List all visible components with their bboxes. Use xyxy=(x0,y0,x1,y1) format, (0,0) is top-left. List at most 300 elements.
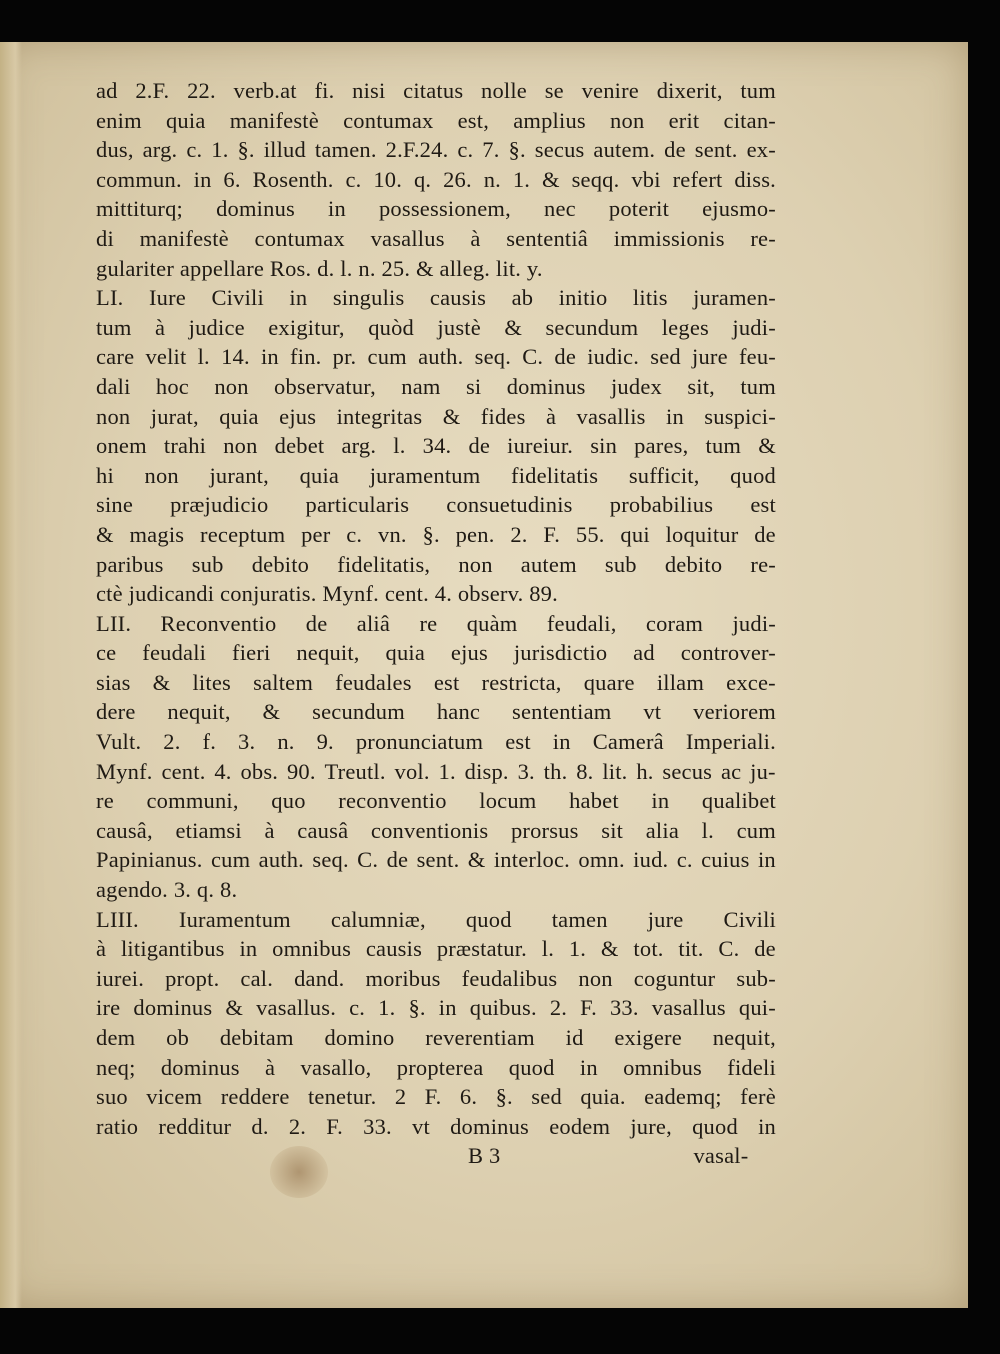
word: suo xyxy=(96,1084,128,1110)
word: juramen- xyxy=(693,285,776,311)
word: id xyxy=(565,1025,584,1050)
word: enim xyxy=(96,107,142,133)
text-line xyxy=(96,461,776,491)
word: Rosenth. xyxy=(252,166,334,192)
text-line xyxy=(96,1082,776,1112)
word: C. xyxy=(357,847,379,873)
word: sub xyxy=(191,551,224,577)
word: citan- xyxy=(723,107,776,133)
word: debito xyxy=(251,551,310,577)
word: C. xyxy=(522,344,544,370)
word: seq. xyxy=(312,847,349,873)
word: nam xyxy=(401,373,441,399)
word: in xyxy=(651,788,670,814)
word: ac xyxy=(720,758,742,784)
word: 9. xyxy=(316,729,334,755)
word: jure xyxy=(692,344,728,370)
word: juramentum xyxy=(369,462,481,488)
word: & xyxy=(504,314,523,340)
text-line xyxy=(96,402,776,432)
word: quia xyxy=(385,640,426,666)
word: moribus xyxy=(365,965,441,991)
word: & xyxy=(542,166,560,192)
word: cent. xyxy=(161,758,206,784)
word: Iuramentum xyxy=(178,906,291,932)
word: iudic. xyxy=(587,344,640,370)
word: vasallus xyxy=(651,995,726,1021)
word: vasallo, xyxy=(300,1054,372,1080)
word: tamen. xyxy=(314,137,377,163)
word: mittiturq; xyxy=(96,196,184,222)
word: exigitur, xyxy=(268,314,345,340)
word: ob xyxy=(166,1025,190,1050)
word: & xyxy=(96,521,114,547)
word: 10. xyxy=(373,166,403,192)
word: Treutl. xyxy=(324,758,386,784)
word: 2. xyxy=(510,521,528,547)
word: omn. xyxy=(578,847,625,873)
word: c. xyxy=(349,995,366,1021)
word: debitam xyxy=(219,1025,294,1050)
word: §. xyxy=(422,521,440,547)
word: de xyxy=(754,521,776,547)
word: in xyxy=(438,995,457,1021)
word: secundum xyxy=(545,314,639,340)
word: 1. xyxy=(378,995,396,1021)
word: & xyxy=(225,995,244,1021)
word: quàm xyxy=(466,610,518,636)
word: cum xyxy=(210,847,251,873)
word: ejus xyxy=(450,640,488,666)
word: contumax xyxy=(254,225,345,251)
word: nequit, xyxy=(712,1025,776,1050)
page-binding-edge xyxy=(0,42,22,1308)
word: 2 xyxy=(394,1084,407,1110)
word: illam xyxy=(656,669,705,695)
text-line xyxy=(96,993,776,1023)
word: quia. xyxy=(580,1084,626,1110)
word: restricta, xyxy=(481,669,562,695)
word: sit, xyxy=(687,373,716,399)
text-line xyxy=(96,342,776,372)
word: non xyxy=(610,107,645,133)
word: re xyxy=(419,610,438,636)
word: dominus xyxy=(133,995,213,1021)
word: in xyxy=(260,344,279,370)
paragraph-start-52 xyxy=(96,609,776,639)
word: n. xyxy=(277,729,295,755)
word: tum xyxy=(740,78,776,103)
word: disp. xyxy=(464,758,509,784)
word: quòd xyxy=(368,314,414,340)
word: eademq; xyxy=(644,1084,722,1110)
word: & xyxy=(758,433,776,459)
word: jurisdictio xyxy=(513,640,608,666)
word: controver- xyxy=(680,640,776,666)
word: 1. xyxy=(512,166,531,192)
word: fideli xyxy=(727,1054,776,1080)
word: 90. xyxy=(286,758,316,784)
word: ex- xyxy=(746,137,776,163)
text-line: ctè judicandi conjuratis. Mynf. cent. 4. observ. 89. xyxy=(96,581,558,607)
word: auth. xyxy=(418,344,464,370)
word: ire xyxy=(96,995,121,1021)
word: non xyxy=(144,462,179,488)
word: tum xyxy=(740,373,776,399)
word: est xyxy=(750,492,776,518)
word: propterea xyxy=(396,1054,484,1080)
word: 1. xyxy=(438,758,456,784)
word: iureiur. xyxy=(507,433,574,459)
text-line xyxy=(96,845,776,875)
word: jure, xyxy=(630,1113,672,1139)
text-line xyxy=(96,757,776,787)
word: 8. xyxy=(576,758,594,784)
word: quod xyxy=(730,462,776,488)
word: tamen xyxy=(551,906,608,932)
word: feudalibus xyxy=(461,965,558,991)
word: venire xyxy=(581,78,639,103)
word: causâ xyxy=(297,817,349,843)
word: diss. xyxy=(734,166,776,192)
word: ratio xyxy=(96,1113,139,1139)
word: Vult. xyxy=(96,729,142,755)
word: ad xyxy=(96,78,118,103)
word: receptum xyxy=(200,521,286,547)
text-line xyxy=(96,1112,776,1142)
word: 3. xyxy=(238,729,256,755)
word: præstatur. xyxy=(436,936,527,962)
word: qui- xyxy=(738,995,776,1021)
word: Civili xyxy=(211,285,264,311)
word: non xyxy=(214,373,249,399)
word: Imperiali. xyxy=(685,729,776,755)
word: nolle xyxy=(481,78,527,103)
word: de xyxy=(754,936,776,962)
word: in xyxy=(579,1054,598,1080)
word: §. xyxy=(508,137,526,163)
word: est xyxy=(433,669,460,695)
word: 3. xyxy=(517,758,535,784)
body-text xyxy=(96,76,776,1171)
catchword: vasal- xyxy=(693,1143,749,1169)
text-line xyxy=(96,313,776,343)
word: fi. xyxy=(314,78,335,103)
word: 1. xyxy=(568,936,587,962)
word: 26. xyxy=(443,166,472,192)
word: calumniæ, xyxy=(330,906,426,932)
word: vasallus xyxy=(370,225,445,251)
word: per xyxy=(301,521,331,547)
word: coram xyxy=(645,610,704,636)
word: tit. xyxy=(678,936,704,962)
word: l. xyxy=(393,433,406,459)
word: F. xyxy=(543,521,561,547)
word: immissionis xyxy=(613,225,725,251)
word: onem xyxy=(96,433,147,459)
word: & xyxy=(262,699,281,725)
word: sententiâ xyxy=(506,225,588,251)
word: c. xyxy=(676,847,693,873)
word: fidelitatis xyxy=(511,462,599,488)
word: quia xyxy=(299,462,340,488)
word: & xyxy=(467,847,486,873)
word: 2.F.24. xyxy=(385,137,449,163)
word: judi- xyxy=(732,610,776,636)
word: ejus xyxy=(279,403,317,429)
word: nequit, xyxy=(167,699,231,725)
word: quod xyxy=(508,1054,555,1080)
word: citatus xyxy=(403,78,464,103)
word: particularis xyxy=(305,492,410,518)
word: di xyxy=(96,225,114,251)
word: dominus xyxy=(450,1113,530,1139)
word: quod xyxy=(465,906,512,932)
word: coguntur xyxy=(633,965,716,991)
word: Mynf. xyxy=(96,758,153,784)
word: propt. xyxy=(165,965,220,991)
word: justè xyxy=(437,314,481,340)
text-line: agendo. 3. q. 8. xyxy=(96,877,238,903)
text-line xyxy=(96,165,776,195)
word: nisi xyxy=(352,78,386,103)
word: vicem xyxy=(146,1084,203,1110)
word: nec xyxy=(544,196,576,222)
word: in xyxy=(666,403,684,429)
text-line xyxy=(96,490,776,520)
word: dixerit, xyxy=(656,78,723,103)
word: locum xyxy=(479,788,537,814)
word: dem xyxy=(96,1025,136,1050)
word: feudales xyxy=(335,669,412,695)
word: seq. xyxy=(474,344,512,370)
word: de xyxy=(664,137,686,163)
text-line xyxy=(96,668,776,698)
word: de xyxy=(554,344,577,370)
word: sit xyxy=(601,817,624,843)
word: c. xyxy=(186,137,203,163)
word: de xyxy=(305,610,328,636)
text-line xyxy=(96,964,776,994)
word: quare xyxy=(583,669,635,695)
text-line xyxy=(96,1053,776,1083)
word: habet xyxy=(569,788,619,814)
word: vt xyxy=(412,1113,430,1139)
word: l. xyxy=(197,344,210,370)
word: c. xyxy=(346,521,363,547)
word: qualibet xyxy=(701,788,776,814)
word: §. xyxy=(237,137,255,163)
text-line xyxy=(96,135,776,165)
word: reverentiam xyxy=(425,1025,535,1050)
word: conventionis xyxy=(370,817,489,843)
text-line xyxy=(96,194,776,224)
word: 7. xyxy=(482,137,500,163)
word: quo xyxy=(271,788,306,814)
word: secundum xyxy=(312,699,405,725)
word: 2.F. xyxy=(135,78,170,103)
word: à xyxy=(265,1054,276,1080)
word: debet xyxy=(274,433,325,459)
word: observatur, xyxy=(274,373,376,399)
word: initio xyxy=(558,285,608,311)
word: fin. xyxy=(290,344,322,370)
word: Camerâ xyxy=(592,729,664,755)
text-line xyxy=(96,1023,776,1053)
word: judi- xyxy=(732,314,776,340)
word: manifestè xyxy=(229,107,319,133)
signature-mark: B 3 xyxy=(468,1143,501,1169)
word: Civili xyxy=(723,906,776,932)
word: dominus xyxy=(216,196,295,222)
word: jure xyxy=(647,906,684,932)
word: dere xyxy=(96,699,136,725)
word: de xyxy=(468,433,491,459)
word: §. xyxy=(495,1084,513,1110)
word: in xyxy=(552,729,571,755)
text-line xyxy=(96,224,776,254)
word: exigere xyxy=(614,1025,682,1050)
word: dominus xyxy=(160,1054,240,1080)
word: loquitur xyxy=(665,521,739,547)
word: poterit xyxy=(608,196,670,222)
word: non xyxy=(96,403,131,429)
word: care xyxy=(96,344,135,370)
word: refert xyxy=(672,166,723,192)
word: ab xyxy=(511,285,534,311)
word: causis xyxy=(429,285,487,311)
text-line xyxy=(96,934,776,964)
word: l. xyxy=(541,936,555,962)
word: omnibus xyxy=(623,1054,702,1080)
word: nequit, xyxy=(296,640,360,666)
word: & xyxy=(152,669,171,695)
word: consuetudinis xyxy=(446,492,573,518)
word: autem xyxy=(520,551,577,577)
word: si xyxy=(465,373,482,399)
word: singulis xyxy=(332,285,405,311)
text-line xyxy=(96,697,776,727)
word: verb.at xyxy=(233,78,297,103)
word: leges xyxy=(661,314,709,340)
word: omnibus xyxy=(272,936,352,962)
word: 33. xyxy=(609,995,639,1021)
word: 6. xyxy=(459,1084,478,1110)
word: judex xyxy=(610,373,662,399)
word: præjudicio xyxy=(170,492,269,518)
word: quia xyxy=(219,403,259,429)
word: fides xyxy=(480,403,526,429)
word: autem. xyxy=(593,137,656,163)
word: ferè xyxy=(740,1084,776,1110)
word: sententiam xyxy=(512,699,612,725)
word: sine xyxy=(96,492,134,518)
word: 22. xyxy=(187,78,216,103)
text-line xyxy=(96,431,776,461)
word: reconventio xyxy=(338,788,447,814)
text-line: gulariter appellare Ros. d. l. n. 25. & alleg. lit. y. xyxy=(96,255,543,281)
word: Iure xyxy=(148,285,186,311)
word: integritas xyxy=(336,403,423,429)
word: dali xyxy=(96,373,131,399)
word: fieri xyxy=(232,640,271,666)
word: exce- xyxy=(726,669,776,695)
word: veriorem xyxy=(693,699,776,725)
word: & xyxy=(600,936,619,962)
word: F. xyxy=(326,1113,343,1139)
word: 55. xyxy=(575,521,605,547)
word: pen. xyxy=(455,521,495,547)
word: sed xyxy=(531,1084,562,1110)
word: trahi xyxy=(163,433,207,459)
word: interloc. xyxy=(493,847,571,873)
word: obs. xyxy=(240,758,279,784)
word: 14. xyxy=(221,344,250,370)
word: in xyxy=(757,847,776,873)
word: h. xyxy=(636,758,654,784)
word: quibus. xyxy=(469,995,537,1021)
word: re- xyxy=(750,551,776,577)
word: Reconventio xyxy=(160,610,277,636)
word: sent. xyxy=(694,137,738,163)
word: à xyxy=(96,936,107,962)
word: non xyxy=(578,965,613,991)
word: quia xyxy=(165,107,206,133)
word: LII. xyxy=(96,610,132,636)
word: debito xyxy=(664,551,723,577)
word: est, xyxy=(457,107,490,133)
word: prorsus xyxy=(510,817,579,843)
word: c. xyxy=(345,166,362,192)
text-line xyxy=(96,786,776,816)
word: auth. xyxy=(258,847,305,873)
word: litigantibus xyxy=(120,936,225,962)
word: in xyxy=(193,166,212,192)
word: 34. xyxy=(422,433,452,459)
word: erit xyxy=(668,107,700,133)
word: vn. xyxy=(378,521,407,547)
word: paribus xyxy=(96,551,164,577)
word: manifestè xyxy=(139,225,229,251)
word: vasallis xyxy=(576,403,646,429)
word: ju- xyxy=(750,758,776,784)
word: LIII. xyxy=(96,906,139,932)
word: est xyxy=(505,729,531,755)
word: eodem xyxy=(549,1113,611,1139)
word: 2. xyxy=(288,1113,307,1139)
word: re xyxy=(96,788,114,814)
word: LI. xyxy=(96,285,124,311)
word: redditur xyxy=(158,1113,232,1139)
word: vol. xyxy=(394,758,430,784)
word: à xyxy=(545,403,557,429)
word: litis xyxy=(632,285,668,311)
word: sub xyxy=(604,551,637,577)
word: feudali xyxy=(142,640,207,666)
word: ejusmo- xyxy=(702,196,776,222)
word: l. xyxy=(701,817,714,843)
word: jurat, xyxy=(150,403,199,429)
word: neq; xyxy=(96,1054,136,1080)
word: q. xyxy=(413,166,432,192)
word: lites xyxy=(192,669,231,695)
paragraph-start-51 xyxy=(96,283,776,313)
word: secus xyxy=(662,758,713,784)
word: cal. xyxy=(240,965,274,991)
word: saltem xyxy=(253,669,314,695)
word: in xyxy=(758,1113,776,1139)
word: non xyxy=(458,551,493,577)
